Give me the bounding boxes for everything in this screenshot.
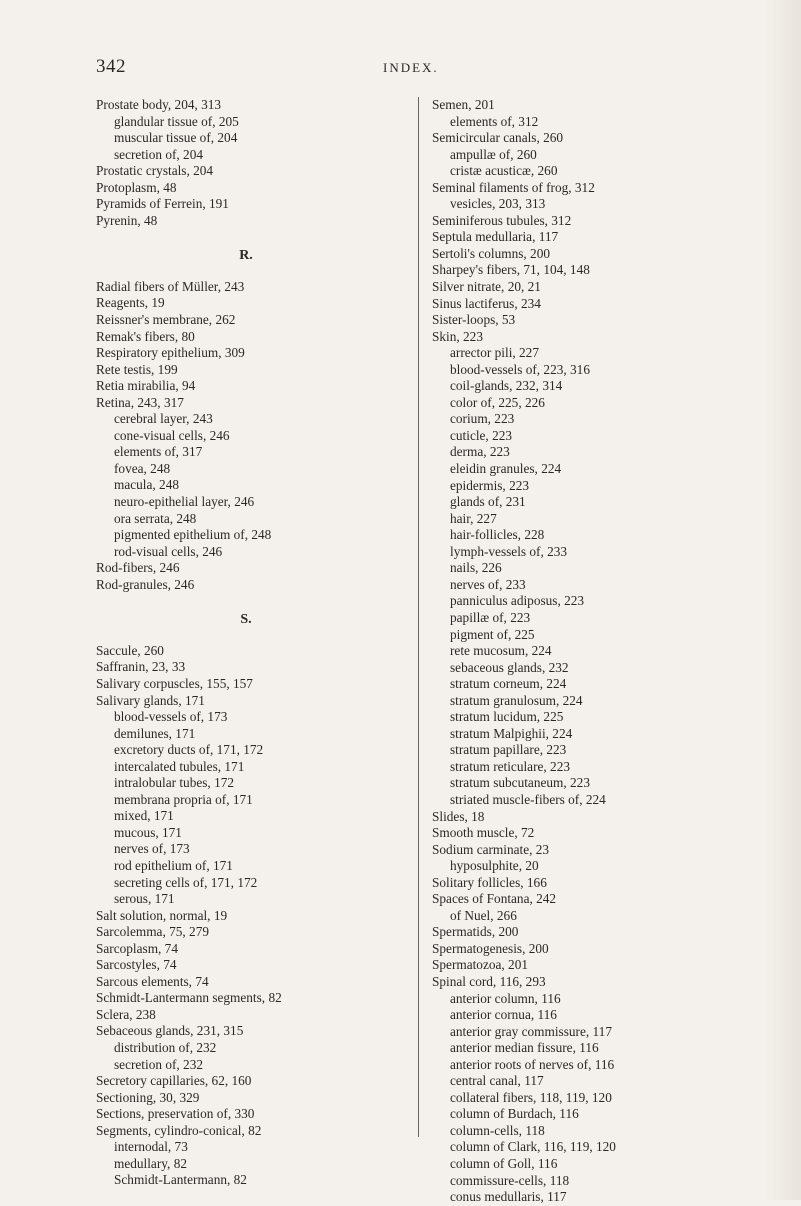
index-subentry: intralobular tubes, 172 [114,775,235,791]
index-subentry: pigmented epithelium of, 248 [114,527,272,543]
index-subentry: demilunes, 171 [114,725,196,741]
index-subentry: derma, 223 [450,444,510,460]
index-subentry: muscular tissue of, 204 [114,130,238,146]
index-entry: Respiratory epithelium, 309 [96,345,245,361]
index-subentry: nerves of, 233 [450,576,526,592]
index-column-right [432,97,752,1206]
index-subentry: Schmidt-Lantermann, 82 [114,1172,247,1188]
index-subentry: lymph-vessels of, 233 [450,543,568,559]
index-subentry: secretion of, 204 [114,146,203,162]
index-entry: Reagents, 19 [96,295,165,311]
index-entry: Pyrenin, 48 [96,212,158,228]
index-entry: Spermatogenesis, 200 [432,940,549,956]
index-entry: Rete testis, 199 [96,361,178,377]
index-entry: Sarcoplasm, 74 [96,940,178,956]
index-entry: Saffranin, 23, 33 [96,659,186,675]
index-subentry: sebaceous glands, 232 [450,659,569,675]
index-subentry: elements of, 312 [450,113,539,129]
index-subentry: column of Goll, 116 [450,1156,558,1171]
index-entry: Sharpey's fibers, 71, 104, 148 [432,262,590,278]
index-subentry: cone-visual cells, 246 [114,427,230,443]
index-subentry: epidermis, 223 [450,477,530,493]
index-subentry: elements of, 317 [114,444,203,460]
index-subentry: stratum granulosum, 224 [450,692,583,708]
index-entry: Schmidt-Lantermann segments, 82 [96,990,282,1006]
index-entry: Rod-fibers, 246 [96,560,180,576]
index-entry: Sections, preservation of, 330 [96,1106,255,1122]
index-entry: Saccule, 260 [96,642,164,658]
index-subentry: pigment of, 225 [450,626,535,642]
index-subentry: rod epithelium of, 171 [114,857,233,873]
index-subentry: coil-glands, 232, 314 [450,378,563,394]
index-entry: Semen, 201 [432,97,495,112]
index-subentry: stratum papillare, 223 [450,742,567,758]
index-entry: Salivary glands, 171 [96,692,205,708]
index-entry: Prostatic crystals, 204 [96,163,214,179]
index-subentry: vesicles, 203, 313 [450,196,546,212]
index-subentry: glandular tissue of, 205 [114,113,239,129]
index-entry: Sertoli's columns, 200 [432,245,551,261]
index-entry: Spaces of Fontana, 242 [432,891,557,907]
index-entry: Sister-loops, 53 [432,312,516,328]
index-subentry: corium, 223 [450,411,515,427]
index-subentry: blood-vessels of, 173 [114,709,228,725]
index-subentry: glands of, 231 [450,494,526,510]
index-subentry: medullary, 82 [114,1155,187,1171]
index-entry: Seminal filaments of frog, 312 [432,179,595,195]
page-edge-shadow [763,0,801,1200]
index-entry: Sodium carminate, 23 [432,841,550,857]
index-subentry: fovea, 248 [114,460,171,476]
index-entry: Segments, cylindro-conical, 82 [96,1122,262,1138]
index-column-left [96,97,396,1189]
index-entry: Rod-granules, 246 [96,576,195,592]
index-subentry: cristæ acusticæ, 260 [450,163,558,179]
index-entry: Salivary corpuscles, 155, 157 [96,675,253,691]
index-subentry: anterior column, 116 [450,990,561,1006]
index-entry: Sarcostyles, 74 [96,957,177,973]
index-subentry: intercalated tubules, 171 [114,758,245,774]
index-subentry: internodal, 73 [114,1139,188,1155]
index-subentry: secretion of, 232 [114,1056,203,1072]
index-subentry: stratum subcutaneum, 223 [450,775,590,791]
index-entry: Sclera, 238 [96,1006,156,1022]
index-subentry: hyposulphite, 20 [450,858,539,874]
index-subentry: mixed, 171 [114,808,174,824]
index-entry: Semicircular canals, 260 [432,130,564,146]
index-subentry: rete mucosum, 224 [450,643,552,659]
index-entry: Spermatozoa, 201 [432,957,529,973]
index-entry: Solitary follicles, 166 [432,874,547,890]
index-subentry: anterior roots of nerves of, 116 [450,1056,615,1072]
index-entry: Sarcous elements, 74 [96,973,209,989]
index-entry: Spermatids, 200 [432,924,519,940]
index-entry: Silver nitrate, 20, 21 [432,279,541,295]
index-entry: Radial fibers of Müller, 243 [96,278,245,294]
index-entry: Remak's fibers, 80 [96,328,195,344]
index-subentry: stratum Malpighii, 224 [450,725,573,741]
index-subentry: distribution of, 232 [114,1039,217,1055]
index-subentry: papillæ of, 223 [450,609,531,625]
index-entry: Slides, 18 [432,808,485,824]
index-entry: Skin, 223 [432,328,483,344]
index-subentry: ampullæ of, 260 [450,146,537,162]
index-entry: Sectioning, 30, 329 [96,1089,200,1105]
index-subentry: hair, 227 [450,510,497,526]
index-subentry: color of, 225, 226 [450,394,545,410]
index-subentry: ora serrata, 248 [114,510,197,526]
index-entry: Sarcolemma, 75, 279 [96,924,209,940]
section-heading: R. [239,248,253,264]
index-subentry: blood-vessels of, 223, 316 [450,361,590,377]
section-heading: S. [240,612,252,628]
index-subentry: striated muscle-fibers of, 224 [450,791,606,807]
index-entry: Septula medullaria, 117 [432,229,559,245]
index-entry: Retina, 243, 317 [96,394,184,410]
index-subentry: column of Burdach, 116 [450,1106,579,1122]
index-subentry: neuro-epithelial layer, 246 [114,494,255,510]
index-subentry: hair-follicles, 228 [450,527,545,543]
index-subentry: arrector pili, 227 [450,345,539,361]
index-entry: Sinus lactiferus, 234 [432,295,541,311]
index-subentry: cuticle, 223 [450,427,513,443]
index-entry: Prostate body, 204, 313 [96,97,222,112]
index-subentry: commissure-cells, 118 [450,1172,570,1188]
index-entry: Retia mirabilia, 94 [96,378,196,394]
index-entry: Salt solution, normal, 19 [96,907,228,923]
index-subentry: stratum lucidum, 225 [450,709,564,725]
index-subentry: stratum corneum, 224 [450,676,567,692]
index-entry: Pyramids of Ferrein, 191 [96,196,229,212]
index-subentry: column of Clark, 116, 119, 120 [450,1139,616,1155]
index-subentry: conus medullaris, 117 [450,1189,567,1205]
page-header [96,56,741,80]
index-entry: Secretory capillaries, 62, 160 [96,1073,252,1089]
index-subentry: serous, 171 [114,891,175,907]
index-subentry: column-cells, 118 [450,1122,545,1138]
index-subentry: mucous, 171 [114,824,182,840]
index-subentry: collateral fibers, 118, 119, 120 [450,1089,612,1105]
index-subentry: anterior gray commissure, 117 [450,1023,612,1039]
index-subentry: rod-visual cells, 246 [114,543,223,559]
index-subentry: of Nuel, 266 [450,907,517,923]
index-entry: Spinal cord, 116, 293 [432,973,546,989]
index-subentry: excretory ducts of, 171, 172 [114,742,264,758]
index-entry: Seminiferous tubules, 312 [432,212,572,228]
index-subentry: nerves of, 173 [114,841,190,857]
index-entry: Protoplasm, 48 [96,179,177,195]
index-subentry: secreting cells of, 171, 172 [114,874,258,890]
index-subentry: panniculus adiposus, 223 [450,593,585,609]
index-subentry: anterior median fissure, 116 [450,1040,599,1056]
index-subentry: stratum reticulare, 223 [450,758,570,774]
index-entry: Sebaceous glands, 231, 315 [96,1023,244,1039]
index-subentry: eleidin granules, 224 [450,461,562,477]
page-number: 342 [96,56,126,77]
index-subentry: nails, 226 [450,560,502,576]
index-subentry: central canal, 117 [450,1073,544,1089]
running-head: INDEX. [383,60,439,75]
index-subentry: membrana propria of, 171 [114,791,253,807]
index-entry: Smooth muscle, 72 [432,825,535,841]
index-subentry: anterior cornua, 116 [450,1007,557,1023]
index-subentry: cerebral layer, 243 [114,411,213,427]
index-entry: Reissner's membrane, 262 [96,312,236,328]
column-divider [418,97,419,1137]
index-subentry: macula, 248 [114,477,179,493]
